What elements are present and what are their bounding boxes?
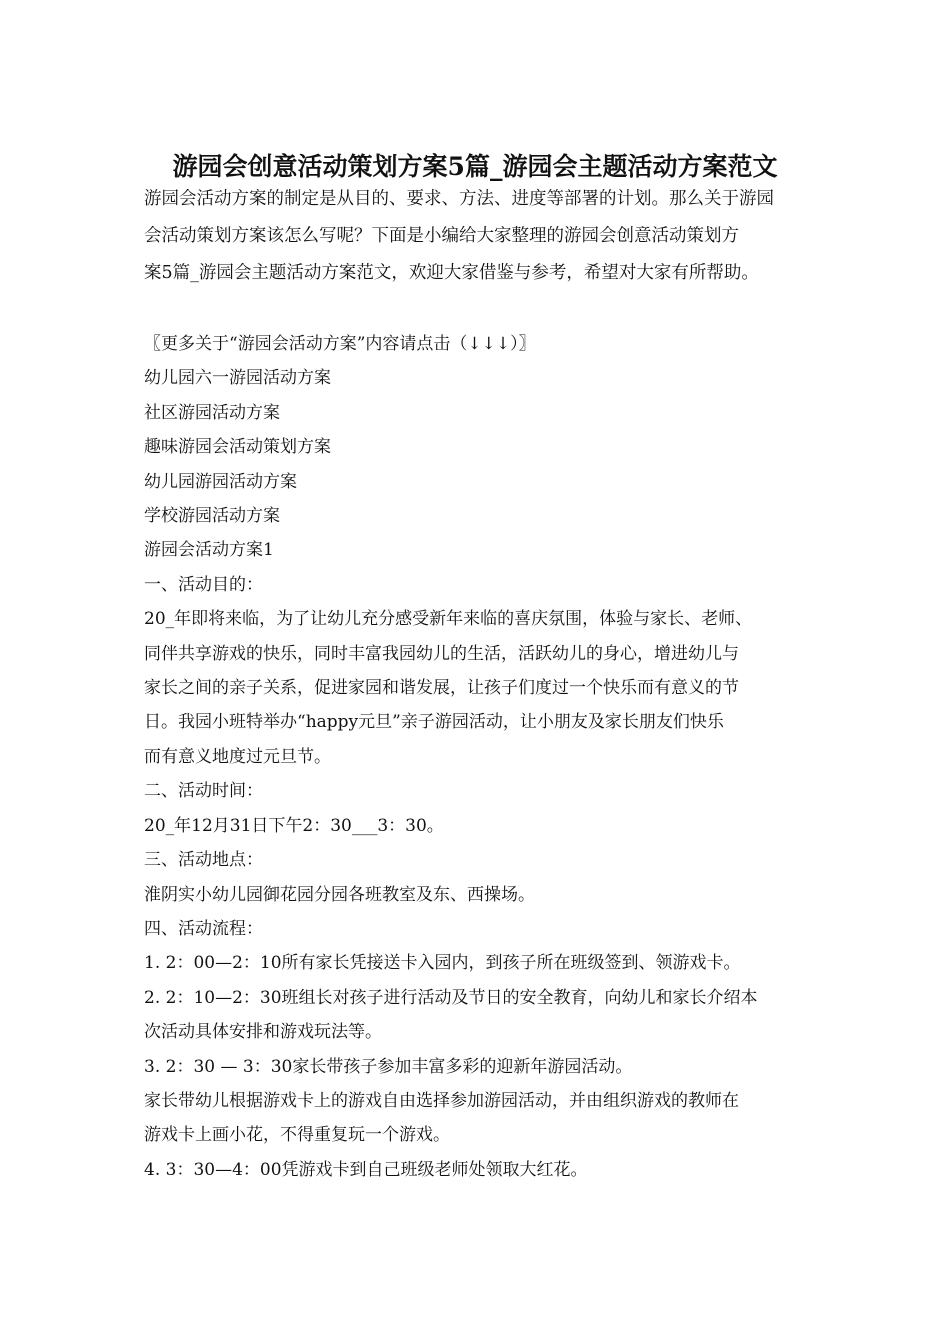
intro-line: 案5篇_游园会主题活动方案范文，欢迎大家借鉴与参考，希望对大家有所帮助。 — [144, 263, 759, 283]
more-content-label: 〖更多关于“游园会活动方案”内容请点击（↓↓↓）〗 — [144, 334, 536, 354]
time-heading: 二、活动时间： — [144, 781, 263, 802]
process-line: 4. 3：30—4：00凭游戏卡到自己班级老师处领取大红花。 — [144, 1159, 588, 1180]
purpose-line: 家长之间的亲子关系，促进家园和谐发展，让孩子们度过一个快乐而有意义的节 — [144, 678, 739, 699]
document-title: 游园会创意活动策划方案5篇_游园会主题活动方案范文 — [172, 151, 778, 181]
purpose-line: 而有意义地度过元旦节。 — [144, 746, 331, 767]
place-text: 淮阴实小幼儿园御花园分园各班教室及东、西操场。 — [144, 884, 535, 905]
purpose-line: 20_年即将来临，为了让幼儿充分感受新年来临的喜庆氛围，体验与家长、老师、 — [144, 609, 753, 630]
process-line: 次活动具体安排和游戏玩法等。 — [144, 1022, 382, 1043]
related-link[interactable]: 幼儿园游园活动方案 — [144, 471, 297, 492]
related-link[interactable]: 趣味游园会活动策划方案 — [144, 437, 331, 458]
intro-line: 会活动策划方案该怎么写呢？下面是小编给大家整理的游园会创意活动策划方 — [144, 226, 739, 246]
section-title: 游园会活动方案1 — [144, 540, 274, 561]
purpose-heading: 一、活动目的： — [144, 574, 263, 595]
process-heading: 四、活动流程： — [144, 918, 263, 939]
purpose-line: 日。我园小班特举办“happy元旦”亲子游园活动，让小朋友及家长朋友们快乐 — [144, 712, 724, 733]
related-link[interactable]: 学校游园活动方案 — [144, 506, 280, 527]
intro-paragraph — [144, 181, 809, 292]
place-heading: 三、活动地点： — [144, 850, 263, 871]
related-link[interactable]: 幼儿园六一游园活动方案 — [144, 368, 331, 389]
time-text: 20_年12月31日下午2：30___3：30。 — [144, 815, 444, 836]
related-link[interactable]: 社区游园活动方案 — [144, 402, 280, 423]
process-line: 3. 2：30 — 3：30家长带孩子参加丰富多彩的迎新年游园活动。 — [144, 1056, 633, 1077]
intro-line: 游园会活动方案的制定是从目的、要求、方法、进度等部署的计划。那么关于游园 — [144, 189, 774, 209]
process-line: 家长带幼儿根据游戏卡上的游戏自由选择参加游园活动，并由组织游戏的教师在 — [144, 1090, 739, 1111]
document-body — [144, 327, 809, 1187]
process-line: 游戏卡上画小花，不得重复玩一个游戏。 — [144, 1125, 450, 1146]
process-line: 1. 2：00—2：10所有家长凭接送卡入园内，到孩子所在班级签到、领游戏卡。 — [144, 953, 741, 974]
purpose-line: 同伴共享游戏的快乐，同时丰富我园幼儿的生活，活跃幼儿的身心，增进幼儿与 — [144, 643, 739, 664]
process-line: 2. 2：10—2：30班组长对孩子进行活动及节日的安全教育，向幼儿和家长介绍本 — [144, 987, 758, 1008]
